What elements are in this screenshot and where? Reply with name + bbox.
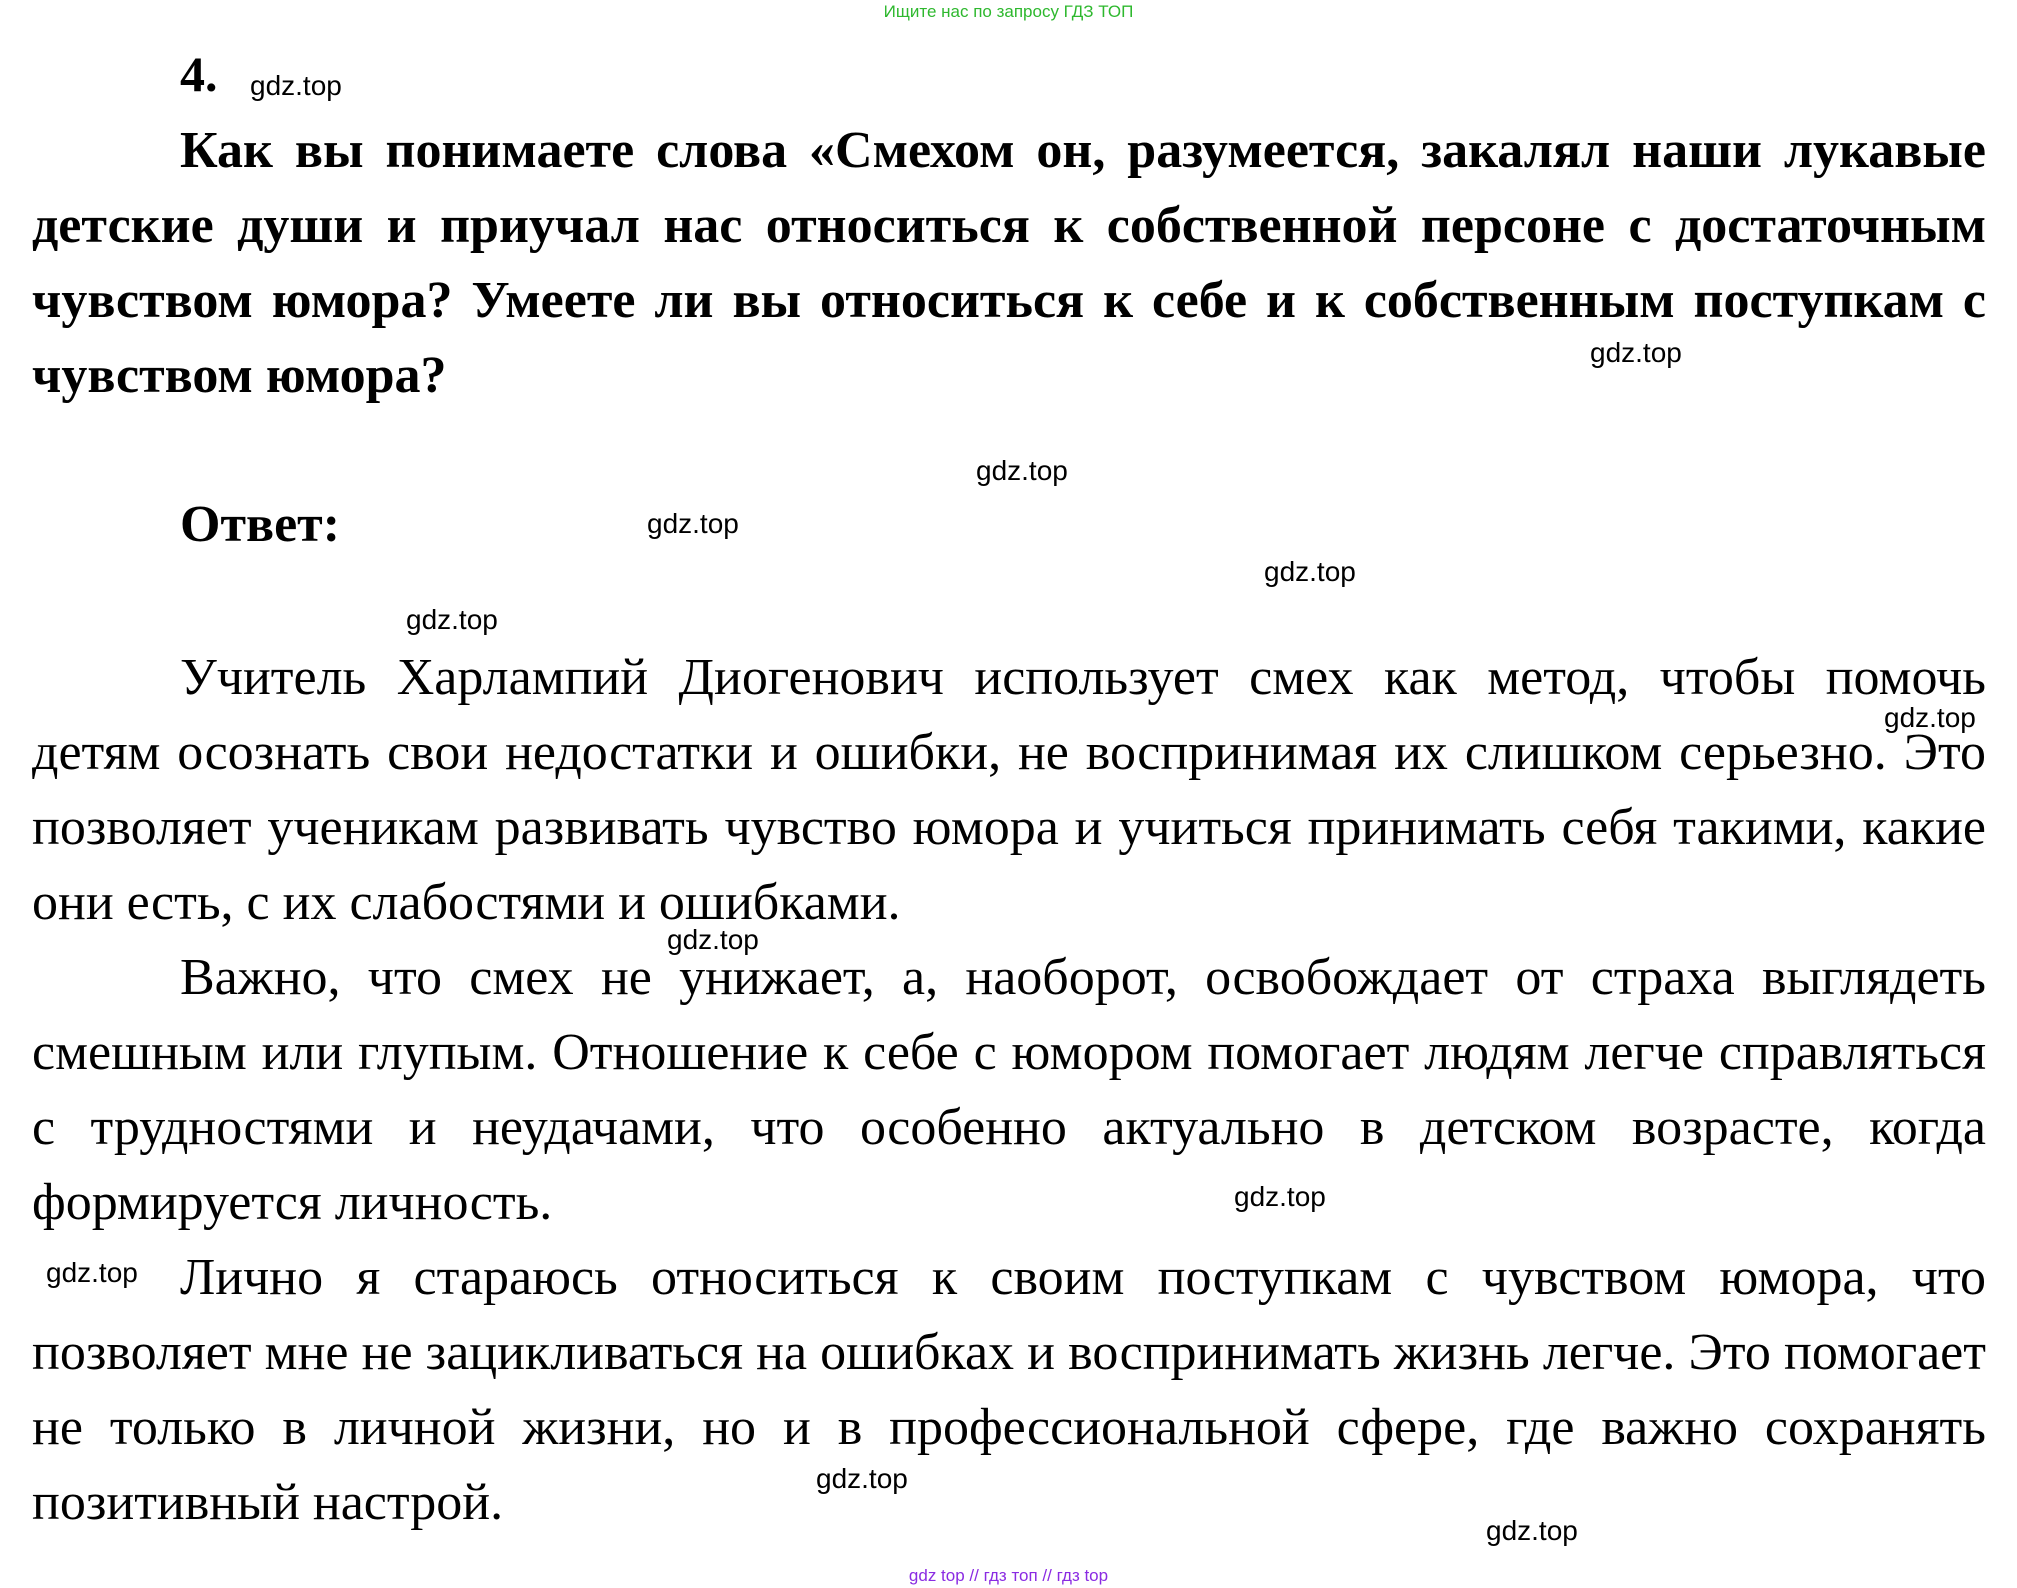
watermark: gdz.top (1234, 1181, 1326, 1212)
watermark: gdz.top (46, 1257, 138, 1288)
watermark: gdz.top (1486, 1515, 1578, 1546)
watermark: gdz.top (816, 1463, 908, 1494)
watermark: gdz.top (250, 70, 342, 101)
answer-label: Ответ: (180, 496, 341, 553)
task-number: 4. (180, 46, 218, 102)
watermark: gdz.top (1884, 702, 1976, 733)
answer-paragraph-1: Учитель Харлампий Диогенович использует смех как метод, чтобы помочь детям осознать свои недостатки и ошибки, не воспринимая их слишком серьезно. Это позволяет ученикам развивать чувство юмора и учиться принимать себя такими, какие они есть, с их слабостями и ошибками. (32, 649, 1986, 931)
watermark: gdz.top (406, 604, 498, 635)
watermark: gdz.top (647, 508, 739, 539)
watermark: gdz.top (1264, 556, 1356, 587)
answer-paragraph-3: Лично я стараюсь относиться к своим поступкам с чувством юмора, что позволяет мне не зацикливаться на ошибках и воспринимать жизнь легче. Это помогает не только в личной жизни, но и в профессиональной сфере, где важно сохранять позитивный настрой. (32, 1249, 1986, 1531)
bottom-banner: gdz top // гдз топ // гдз top (908, 1566, 1109, 1585)
watermark: gdz.top (667, 924, 759, 955)
watermark: gdz.top (976, 455, 1068, 486)
answer-paragraph-2: Важно, что смех не унижает, а, наоборот, освобождает от страха выглядеть смешным или глупым. Отношение к себе с юмором помогает людям легче справляться с трудностями и неудачами, что особенно актуально в детском возрасте, когда формируется личность. (32, 949, 1986, 1231)
question-text: Как вы понимаете слова «Смехом он, разумеется, закалял наши лукавые детские души и приучал нас относиться к собственной персоне с достаточным чувством юмора? Умеете ли вы относиться к себе и к собственным поступкам с чувством юмора? (32, 122, 1986, 404)
top-banner: Ищите нас по запросу ГДЗ ТОП (883, 2, 1134, 21)
watermark: gdz.top (1590, 337, 1682, 368)
